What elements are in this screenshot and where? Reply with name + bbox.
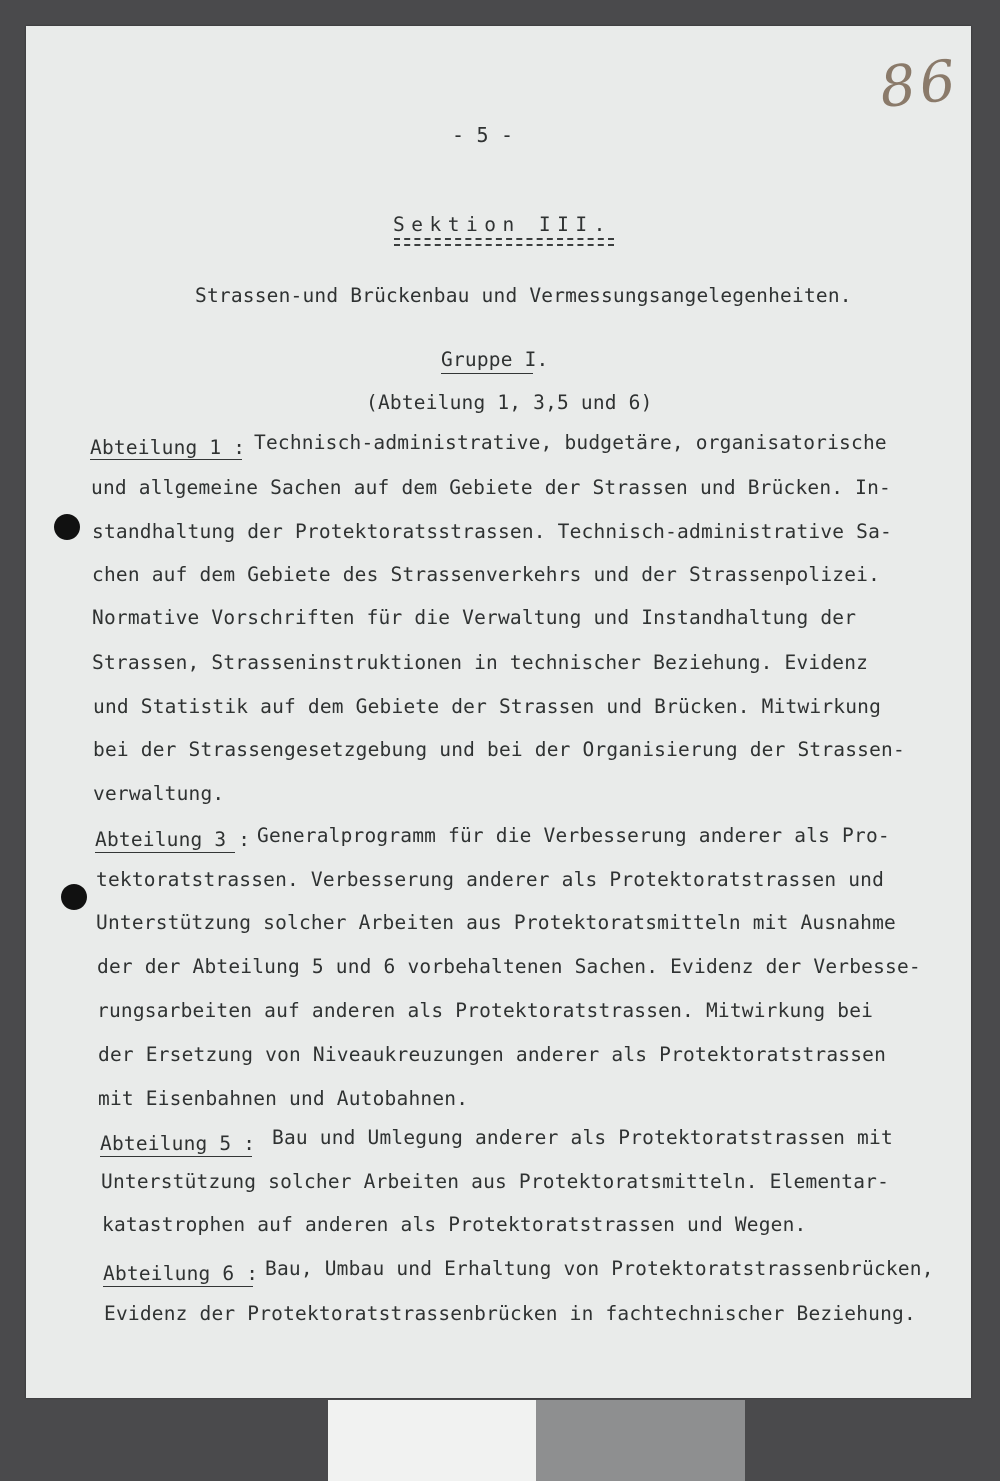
paragraph-1-line-7: und Statistik auf dem Gebiete der Strassen und Brücken. Mitwirkung [93, 695, 882, 718]
paragraph-1-line-6: Strassen, Strasseninstruktionen in technischer Beziehung. Evidenz [92, 651, 869, 674]
section-title-underline [394, 238, 614, 240]
calibration-bar-grey [536, 1400, 745, 1481]
paragraph-2-line-7: mit Eisenbahnen und Autobahnen. [98, 1087, 469, 1110]
paragraph-1-line-2: und allgemeine Sachen auf dem Gebiete der Strassen und Brücken. In- [91, 476, 891, 499]
paragraph-4-line-1: Bau, Umbau und Erhaltung von Protektoratstrassenbrücken, [265, 1257, 934, 1280]
page-number: - 5 - [452, 123, 514, 147]
paragraph-3-line-3: katastrophen auf anderen als Protektoratstrassen und Wegen. [102, 1213, 807, 1236]
paragraph-2-line-4: der der Abteilung 5 und 6 vorbehaltenen Sachen. Evidenz der Verbesse- [97, 955, 921, 978]
paragraph-3-line-2: Unterstützung solcher Arbeiten aus Protektoratsmitteln. Elementar- [101, 1170, 890, 1193]
paragraph-1-line-1: Technisch-administrative, budgetäre, organisatorische [254, 431, 887, 454]
paragraph-1-line-5: Normative Vorschriften für die Verwaltung und Instandhaltung der [92, 606, 857, 629]
paragraph-1-label-underline [90, 459, 242, 460]
paragraph-2-line-6: der Ersetzung von Niveaukreuzungen anderer als Protektoratstrassen [98, 1043, 887, 1066]
paragraph-3-line-1: Bau und Umlegung anderer als Protektoratstrassen mit [272, 1126, 893, 1149]
paragraph-2-line-1: Generalprogramm für die Verbesserung anderer als Pro- [257, 824, 890, 847]
paragraph-2-label-underline [95, 852, 235, 853]
paragraph-2-line-5: rungsarbeiten auf anderen als Protektoratstrassen. Mitwirkung bei [97, 999, 874, 1022]
paragraph-2-line-3: Unterstützung solcher Arbeiten aus Protektoratsmitteln mit Ausnahme [96, 911, 896, 934]
punch-hole-top [54, 514, 80, 540]
handwritten-folio-number: 86 [876, 48, 963, 121]
paragraph-3-label-underline [100, 1156, 252, 1157]
section-subtitle: Strassen-und Brückenbau und Vermessungsangelegenheiten. [195, 284, 852, 307]
paragraph-4-line-2: Evidenz der Protektoratstrassenbrücken in fachtechnischer Beziehung. [104, 1302, 916, 1325]
paragraph-1-line-9: verwaltung. [93, 782, 225, 805]
section-title-underline-2 [394, 244, 614, 246]
group-title-underline [441, 373, 533, 374]
paragraph-4-label: Abteilung 6 : [103, 1262, 259, 1285]
paragraph-3-label: Abteilung 5 : [100, 1132, 256, 1155]
paragraph-2-line-2: tektoratstrassen. Verbesserung anderer als Protektoratstrassen und [96, 868, 885, 891]
paragraph-1-line-8: bei der Strassengesetzgebung und bei der Organisierung der Strassen- [93, 738, 905, 761]
group-title: Gruppe I. [441, 348, 549, 371]
punch-hole-bottom [61, 884, 87, 910]
paragraph-1-label: Abteilung 1 : [90, 436, 246, 459]
group-departments: (Abteilung 1, 3,5 und 6) [366, 391, 653, 414]
paragraph-1-line-4: chen auf dem Gebiete des Strassenverkehrs und der Strassenpolizei. [92, 563, 881, 586]
paragraph-1-line-3: standhaltung der Protektoratsstrassen. Technisch-administrative Sa- [92, 520, 892, 543]
paragraph-2-label: Abteilung 3 : [95, 828, 251, 851]
calibration-bar-white [328, 1400, 536, 1481]
section-title: Sektion III. [393, 213, 612, 236]
paragraph-4-label-underline [103, 1286, 253, 1287]
